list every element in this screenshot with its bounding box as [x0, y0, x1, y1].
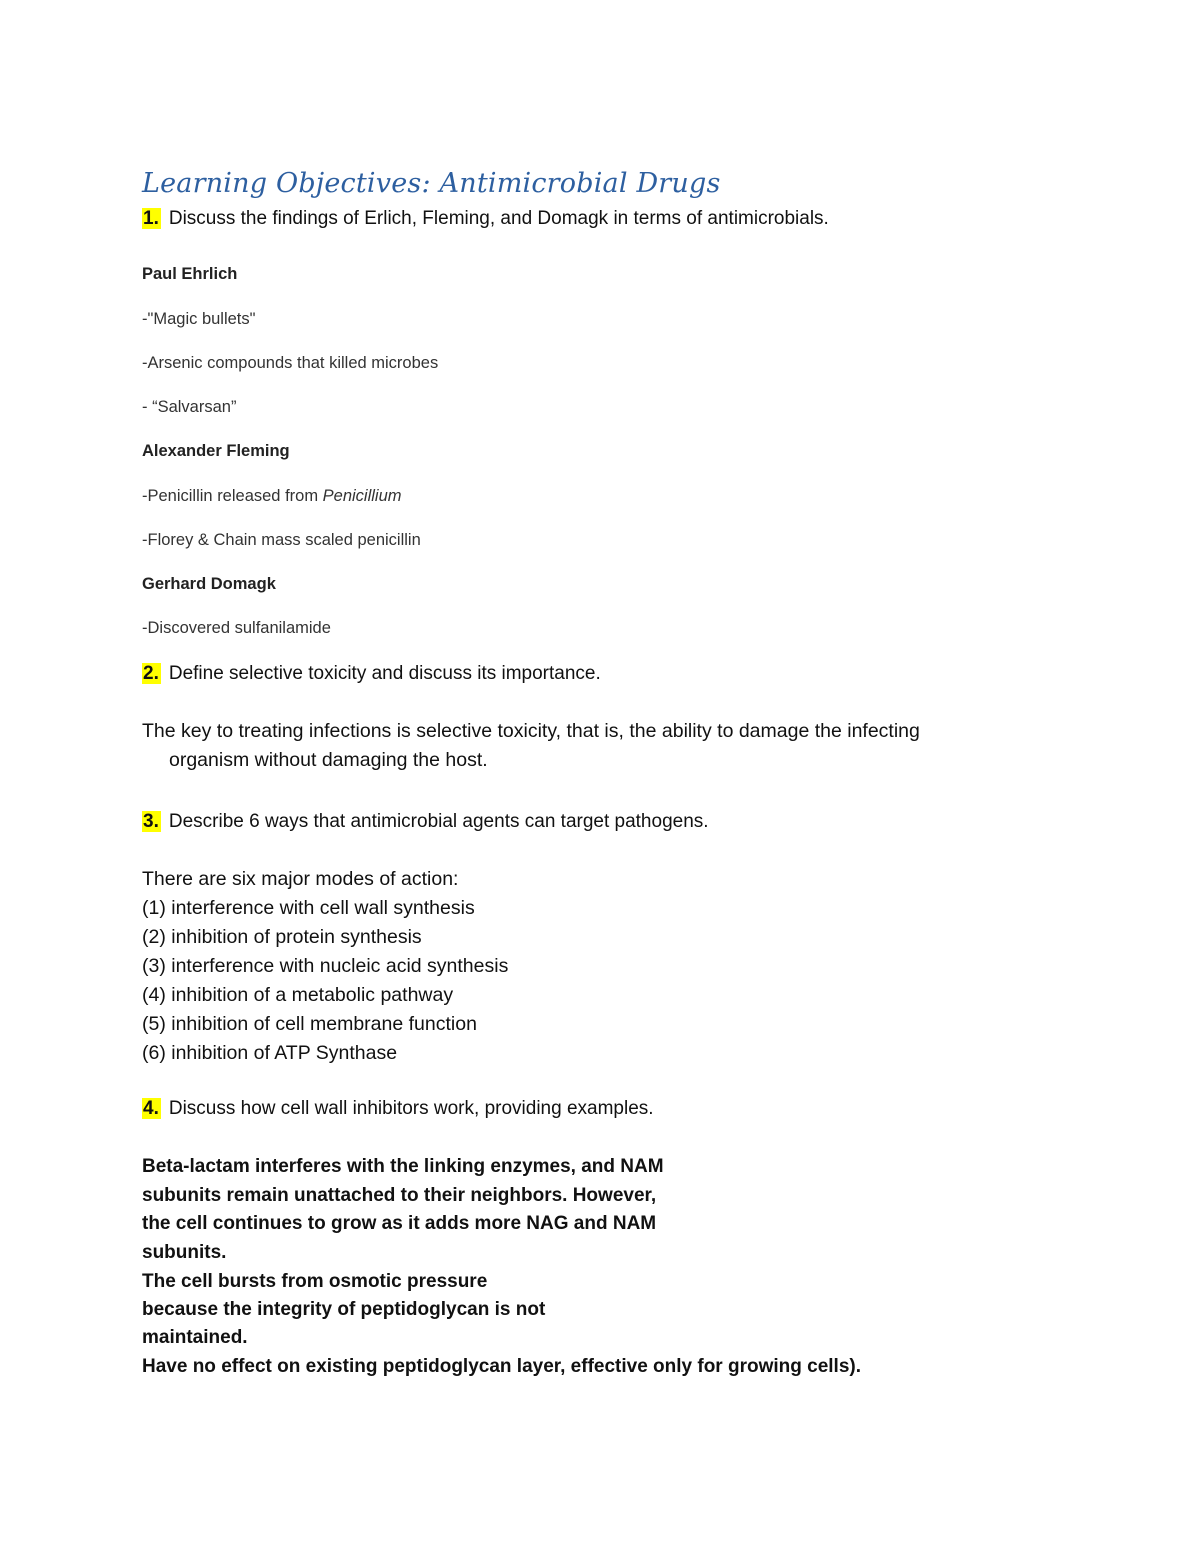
question-3: [142, 811, 709, 833]
section-heading-ehrlich: Paul Ehrlich: [142, 265, 238, 283]
answer-line: subunits remain unattached to their neighbors. However,: [142, 1185, 657, 1206]
list-item: (6) inhibition of ATP Synthase: [142, 1042, 398, 1064]
answer-line: the cell continues to grow as it adds more NAG and NAM: [142, 1213, 657, 1234]
question-text: Define selective toxicity and discuss its importance.: [168, 663, 601, 684]
note-line: -Arsenic compounds that killed microbes: [142, 354, 439, 372]
section-heading-fleming: Alexander Fleming: [142, 442, 290, 460]
question-text: Describe 6 ways that antimicrobial agents can target pathogens.: [168, 811, 709, 832]
answer-line: Beta-lactam interferes with the linking enzymes, and NAM: [142, 1156, 664, 1177]
question-2: [142, 663, 601, 685]
note-line: -Discovered sulfanilamide: [142, 619, 331, 637]
answer-line: organism without damaging the host.: [169, 749, 488, 771]
question-number-highlight: 3.: [143, 811, 159, 832]
note-line: - “Salvarsan”: [142, 398, 237, 416]
genus-name: Penicillium: [322, 487, 402, 505]
question-4: [142, 1098, 654, 1120]
question-text: Discuss how cell wall inhibitors work, providing examples.: [168, 1098, 654, 1119]
note-line: [142, 487, 402, 506]
note-text: -Penicillin released from: [142, 487, 323, 505]
answer-intro: There are six major modes of action:: [142, 868, 459, 890]
answer-line: because the integrity of peptidoglycan is not: [142, 1299, 546, 1320]
list-item: (5) inhibition of cell membrane function: [142, 1013, 477, 1035]
question-text: Discuss the findings of Erlich, Fleming, and Domagk in terms of antimicrobials.: [168, 208, 829, 229]
section-heading-domagk: Gerhard Domagk: [142, 575, 276, 593]
answer-line: The key to treating infections is selective toxicity, that is, the ability to damage the infecting: [142, 720, 920, 742]
list-item: (4) inhibition of a metabolic pathway: [142, 984, 454, 1006]
question-number-highlight: 4.: [143, 1098, 159, 1119]
page-title: Learning Objectives: Antimicrobial Drugs: [142, 168, 721, 199]
answer-line: The cell bursts from osmotic pressure: [142, 1271, 488, 1292]
answer-line: Have no effect on existing peptidoglycan layer, effective only for growing cells).: [142, 1356, 862, 1377]
list-item: (3) interference with nucleic acid synthesis: [142, 955, 509, 977]
list-item: (1) interference with cell wall synthesis: [142, 897, 475, 919]
question-1: [142, 208, 829, 230]
question-number-highlight: 1.: [143, 208, 159, 229]
answer-line: maintained.: [142, 1327, 248, 1348]
note-line: -"Magic bullets": [142, 310, 256, 328]
answer-line: subunits.: [142, 1242, 227, 1263]
question-number-highlight: 2.: [143, 663, 159, 684]
note-line: -Florey & Chain mass scaled penicillin: [142, 531, 421, 549]
list-item: (2) inhibition of protein synthesis: [142, 926, 422, 948]
